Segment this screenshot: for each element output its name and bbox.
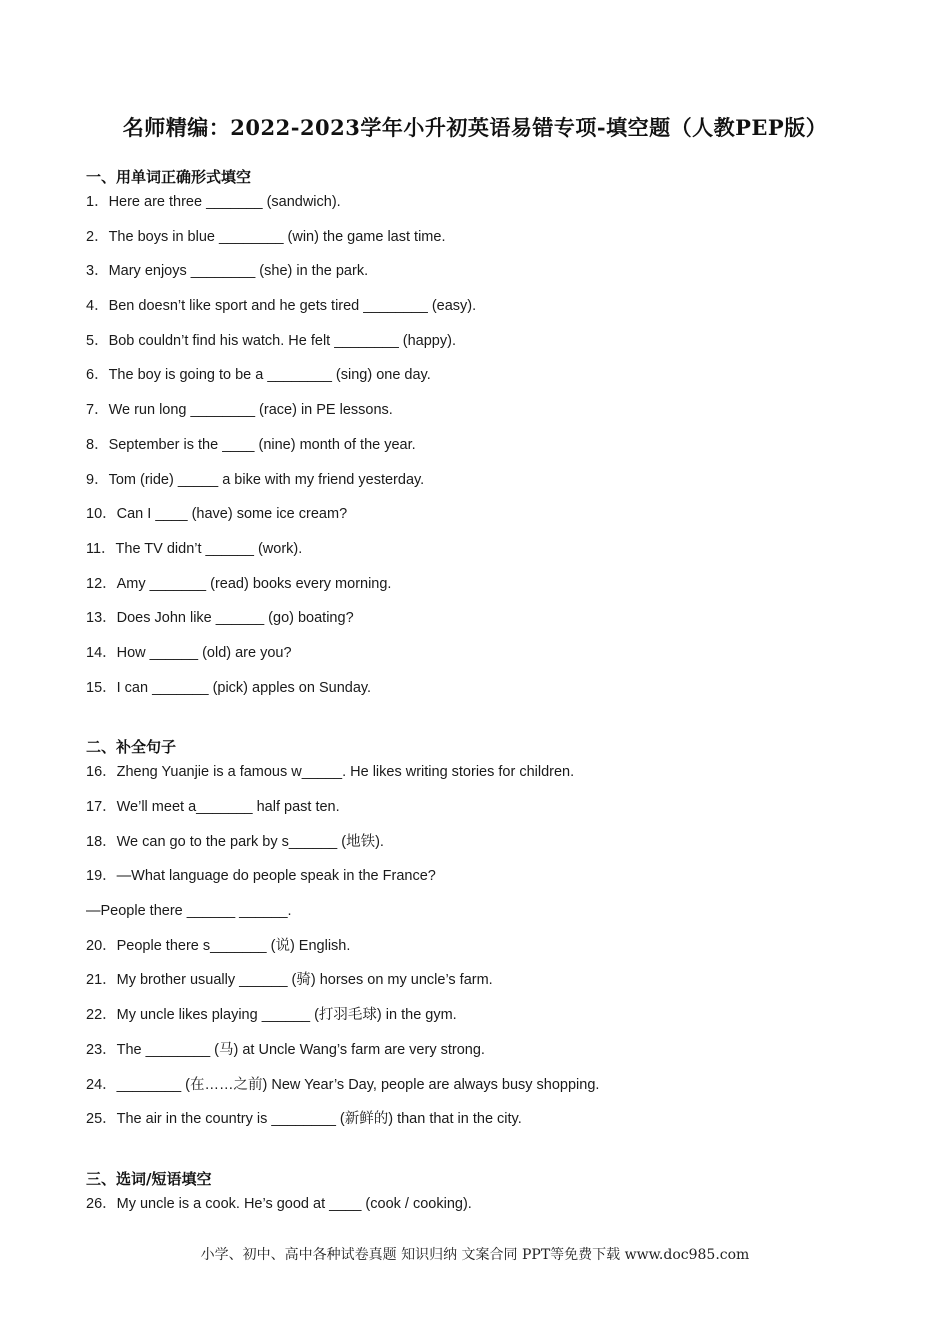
question-item: 20．People there s_______ (说) English. — [86, 937, 351, 954]
question-item: 8．September is the ____ (nine) month of the year. — [86, 436, 416, 453]
question-item: 6．The boy is going to be a ________ (sing) one day. — [86, 367, 431, 384]
question-item: 7．We run long ________ (race) in PE lessons. — [86, 402, 393, 419]
question-item: 12．Amy _______ (read) books every morning. — [86, 575, 392, 592]
page-title: 名师精编：2022-2023学年小升初英语易错专项-填空题（人教PEP版） — [122, 115, 828, 140]
section-spacer — [86, 1142, 886, 1167]
question-item: 23．The ________ (马) at Uncle Wang’s farm are very strong. — [86, 1041, 485, 1058]
question-item: 11．The TV didn’t ______ (work). — [86, 540, 303, 557]
question-item: 25．The air in the country is ________ (新鲜的) than that in the city. — [86, 1111, 522, 1128]
question-item: 21．My brother usually ______ (骑) horses on my uncle’s farm. — [86, 972, 493, 989]
section-spacer — [86, 710, 886, 735]
question-item: 3．Mary enjoys ________ (she) in the park. — [86, 263, 369, 280]
question-item: 17．We’ll meet a_______ half past ten. — [86, 799, 340, 815]
question-item: 26．My uncle is a cook. He’s good at ____ (cook / cooking). — [86, 1195, 472, 1212]
question-item: 5．Bob couldn’t find his watch. He felt ________ (happy). — [86, 332, 456, 349]
question-item: 1．Here are three _______ (sandwich). — [86, 194, 341, 210]
question-item: 9．Tom (ride) _____ a bike with my friend yesterday. — [86, 471, 425, 488]
question-item: 22．My uncle likes playing ______ (打羽毛球) in the gym. — [86, 1007, 457, 1024]
section-word-forms — [86, 165, 886, 710]
worksheet-content — [86, 165, 886, 1227]
section-choose-words — [86, 1167, 886, 1227]
question-item: —People there ______ ______. — [86, 903, 292, 920]
question-item: 14．How ______ (old) are you? — [86, 644, 292, 661]
question-item: 13．Does John like ______ (go) boating? — [86, 610, 354, 627]
question-item: 15．I can _______ (pick) apples on Sunday. — [86, 679, 372, 696]
section-complete-sentences — [86, 735, 886, 1142]
question-item: 19．—What language do people speak in the France? — [86, 868, 436, 885]
question-item: 18．We can go to the park by s______ (地铁). — [86, 833, 384, 850]
question-item: 10．Can I ____ (have) some ice cream? — [86, 506, 348, 523]
question-item: 4．Ben doesn’t like sport and he gets tired ________ (easy). — [86, 298, 477, 315]
section-heading: 一、用单词正确形式填空 — [86, 168, 252, 186]
question-item: 24．________ (在……之前) New Year’s Day, people are always busy shopping. — [86, 1076, 600, 1093]
page-footer: 小学、初中、高中各种试卷真题 知识归纳 文案合同 PPT等免费下载 www.doc985.com — [200, 1247, 750, 1263]
question-item: 16．Zheng Yuanjie is a famous w_____. He likes writing stories for children. — [86, 764, 575, 781]
question-item: 2．The boys in blue ________ (win) the game last time. — [86, 228, 446, 245]
section-heading: 三、选词/短语填空 — [86, 1169, 212, 1188]
section-heading: 二、补全句子 — [86, 738, 177, 757]
